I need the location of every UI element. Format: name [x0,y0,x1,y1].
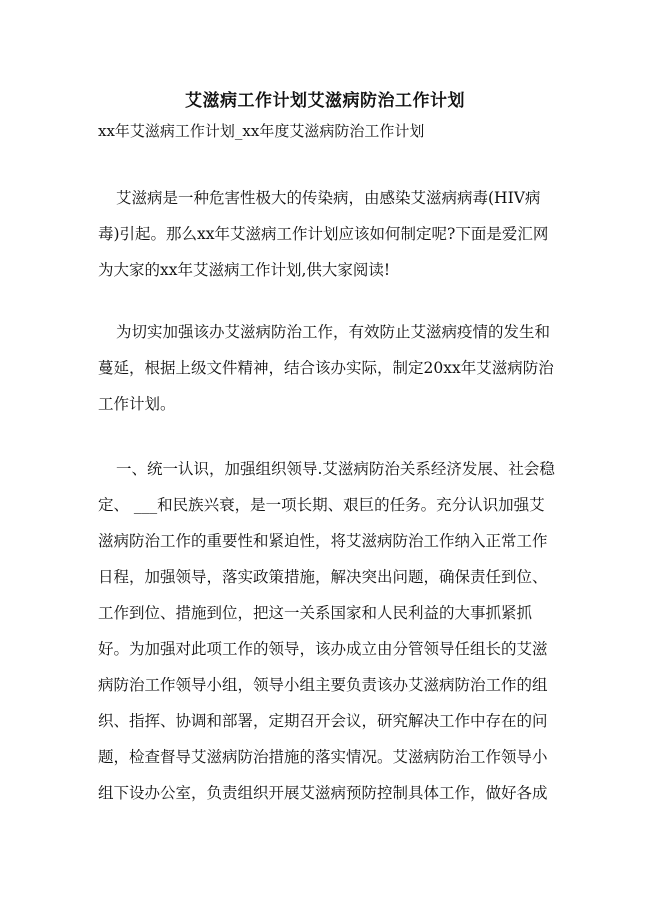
paragraph-purpose [98,314,558,422]
paragraph-line: 组下设办公室，负责组织开展艾滋病预防控制具体工作，做好各成 [98,784,548,802]
paragraph-intro [98,180,558,288]
paragraph-line: 为大家的xx年艾滋病工作计划,供大家阅读! [98,261,391,279]
paragraph-line: 好。为加强对此项工作的领导，该办成立由分管领导任组长的艾滋 [98,640,548,658]
document-title: 艾滋病工作计划艾滋病防治工作计划 [185,91,465,111]
paragraph-line: 定、 ___和民族兴衰，是一项长期、艰巨的任务。充分认识加强艾 [98,496,545,514]
paragraph-line: 毒)引起。那么xx年艾滋病工作计划应该如何制定呢?下面是爱汇网 [98,225,549,243]
paragraph-line: 织、指挥、协调和部署，定期召开会议，研究解决工作中存在的问 [98,712,548,730]
paragraph-line: 题，检查督导艾滋病防治措施的落实情况。艾滋病防治工作领导小 [98,748,548,766]
paragraph-line: 滋病防治工作的重要性和紧迫性，将艾滋病防治工作纳入正常工作 [98,532,548,550]
paragraph-line: 病防治工作领导小组，领导小组主要负责该办艾滋病防治工作的组 [98,676,548,694]
paragraph-line: 工作到位、措施到位，把这一关系国家和人民利益的大事抓紧抓 [98,604,533,622]
paragraph-line: 艾滋病是一种危害性极大的传染病，由感染艾滋病病毒(HIV病 [116,189,541,207]
paragraph-line: 日程，加强领导，落实政策措施，解决突出问题，确保责任到位、 [98,568,548,586]
paragraph-line: 工作计划。 [98,395,176,413]
paragraph-line: 蔓延，根据上级文件精神，结合该办实际，制定20xx年艾滋病防治 [98,359,554,377]
paragraph-section-one [98,451,558,811]
paragraph-line: 为切实加强该办艾滋病防治工作，有效防止艾滋病疫情的发生和 [116,323,551,341]
paragraph-line: 一、统一认识，加强组织领导.艾滋病防治关系经济发展、社会稳 [116,460,555,478]
document-subtitle: xx年艾滋病工作计划_xx年度艾滋病防治工作计划 [98,122,425,140]
